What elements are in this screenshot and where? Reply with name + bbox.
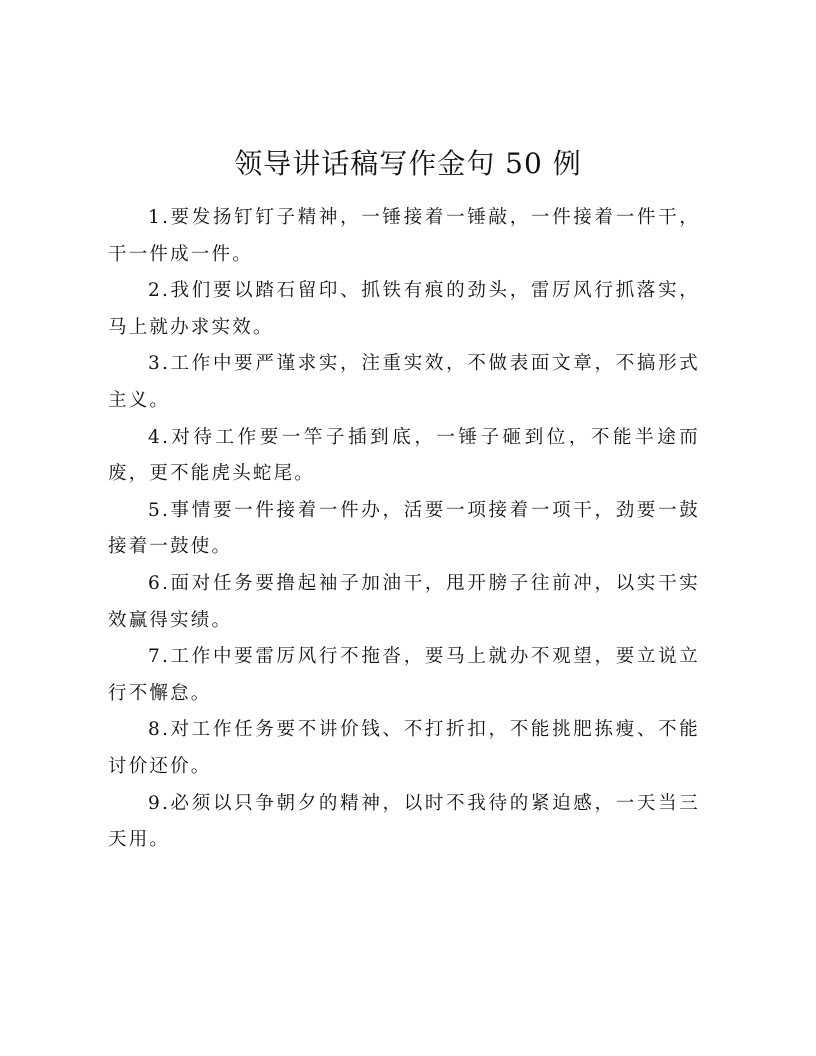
document-body	[108, 200, 700, 859]
paragraph-6: 6.面对任务要撸起袖子加油干，甩开膀子往前冲，以实干实效赢得实绩。	[108, 572, 700, 631]
paragraph-7: 7.工作中要雷厉风行不拖沓，要马上就办不观望，要立说立行不懈怠。	[108, 646, 700, 704]
paragraph-4: 4.对待工作要一竿子插到底，一锤子砸到位，不能半途而废，更不能虎头蛇尾。	[108, 426, 700, 485]
paragraph-5: 5.事情要一件接着一件办，活要一项接着一项干，劲要一鼓接着一鼓使。	[108, 499, 700, 558]
paragraph-3: 3.工作中要严谨求实，注重实效，不做表面文章，不搞形式主义。	[108, 353, 700, 411]
paragraph-9: 9.必须以只争朝夕的精神，以时不我待的紧迫感，一天当三天用。	[108, 792, 700, 851]
paragraph-8: 8.对工作任务要不讲价钱、不打折扣，不能挑肥拣瘦、不能讨价还价。	[108, 719, 700, 777]
paragraph-2: 2.我们要以踏石留印、抓铁有痕的劲头，雷厉风行抓落实，马上就办求实效。	[108, 280, 700, 338]
paragraph-1: 1.要发扬钉钉子精神，一锤接着一锤敲，一件接着一件干，干一件成一件。	[108, 207, 700, 265]
document-title: 领导讲话稿写作金句 50 例	[234, 147, 582, 180]
